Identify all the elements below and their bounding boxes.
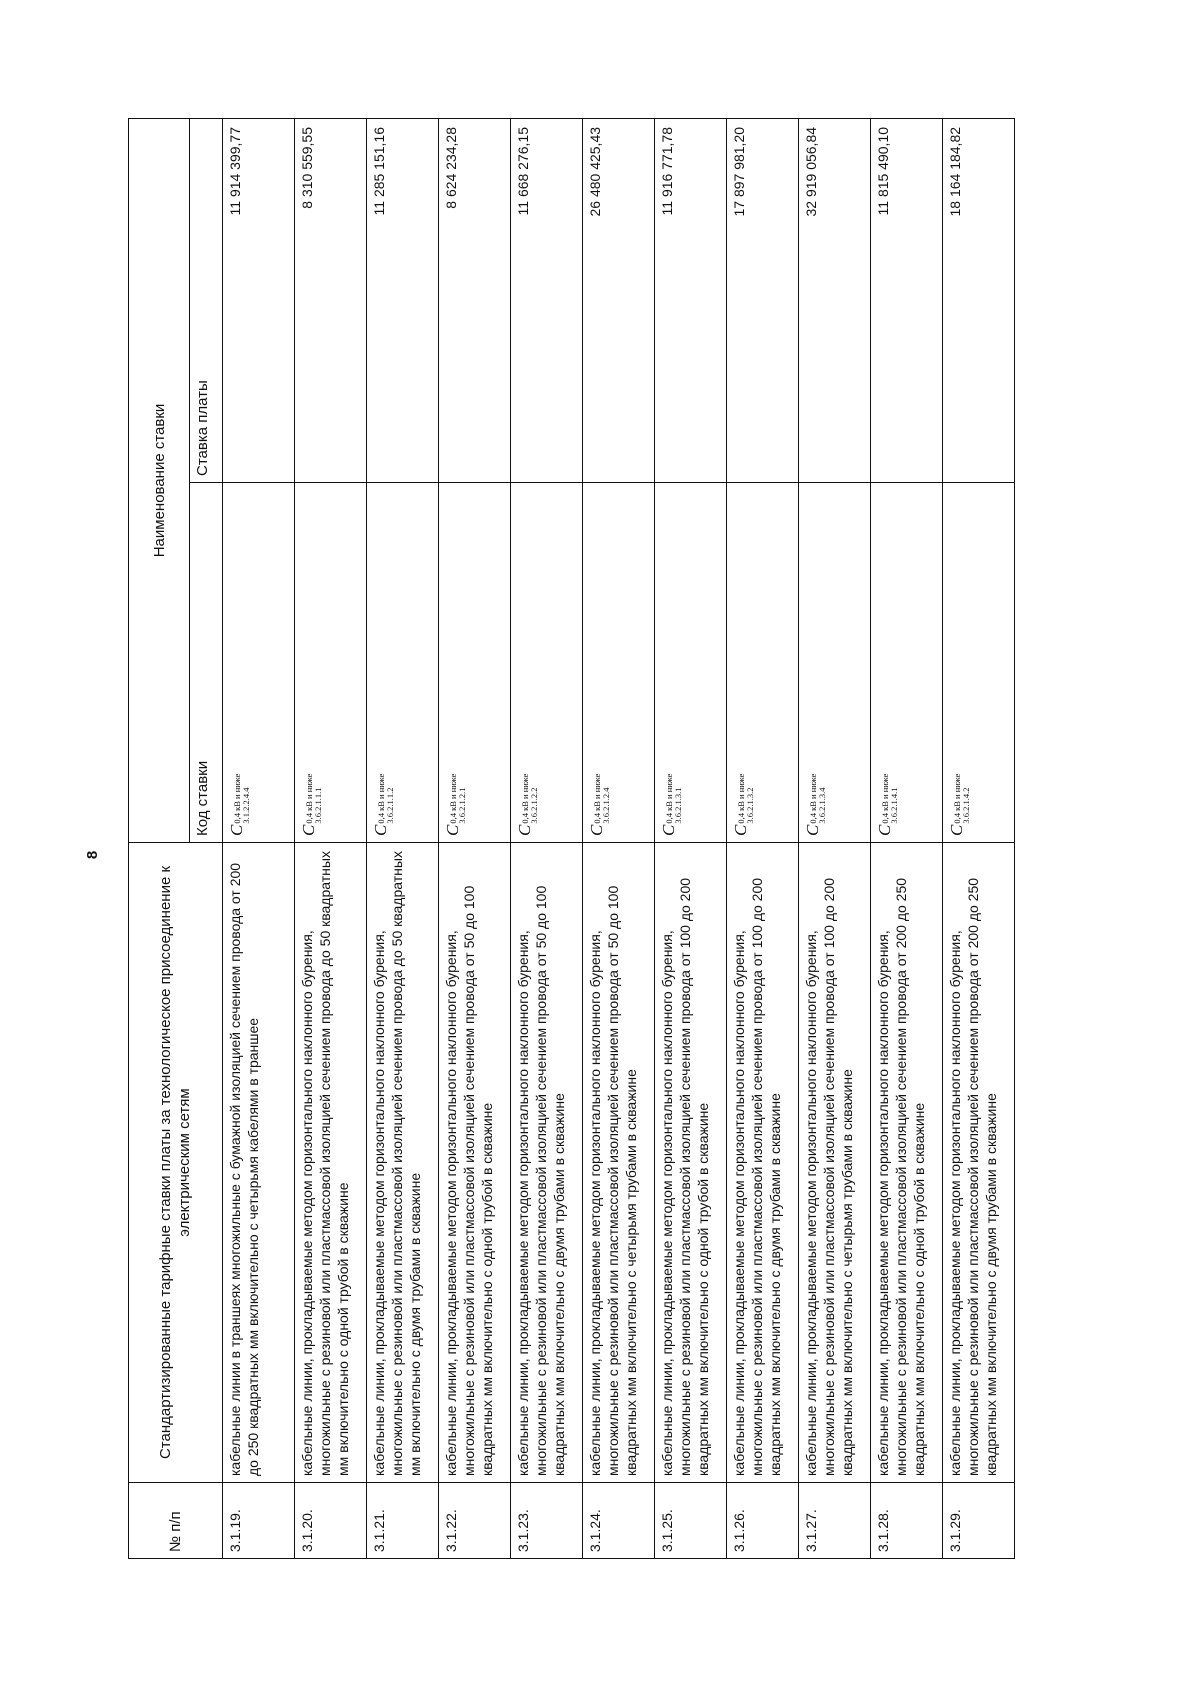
rate-code-subscript: 3.6.2.1.2.2 [528,787,539,824]
row-description: кабельные линии, прокладываемые методом горизонтального наклонного бурения, многожильные с резиновой или пластмассовой изоляцией сечением провода от 50 до 100 квадратных мм включительно с двумя трубами в скважине [511,843,583,1483]
rate-code-superscript: 0,4 кВ и ниже [952,773,962,824]
header-number: № п/п [129,1483,223,1559]
tariff-table [128,118,1015,1559]
row-rate-value: 11 285 151,16 [367,118,439,482]
row-number: 3.1.21. [367,1483,439,1559]
row-rate-value: 18 164 184,82 [943,118,1015,482]
header-description: Стандартизированные тарифные ставки платы за технологическое присоединение к электрическим сетям [129,843,223,1483]
rate-code-superscript: 0,4 кВ и ниже [592,773,602,824]
row-rate-value: 17 897 981,20 [727,118,799,482]
rate-code-formula: C 0,4 кВ и ниже 3.6.2.1.2.1 [443,773,467,836]
rate-code-subscript: 3.6.2.1.3.2 [744,787,755,824]
rate-code-superscript: 0,4 кВ и ниже [736,773,746,824]
row-number: 3.1.23. [511,1483,583,1559]
row-description: кабельные линии, прокладываемые методом горизонтального наклонного бурения, многожильные с резиновой или пластмассовой изоляцией сечением провода от 100 до 200 квадратных мм включительно с одной трубой в скважине [655,843,727,1483]
row-rate-code [799,483,871,843]
table-row [583,118,655,1558]
row-description: кабельные линии, прокладываемые методом горизонтального наклонного бурения, многожильные с резиновой или пластмассовой изоляцией сечением провода от 50 до 100 квадратных мм включительно с одной трубой в скважине [439,843,511,1483]
rate-code-superscript: 0,4 кВ и ниже [880,773,890,824]
rate-code-subscript: 3.6.2.1.1.2 [384,787,395,824]
rate-code-formula: C 0,4 кВ и ниже 3.6.2.1.3.2 [731,773,755,836]
row-number: 3.1.25. [655,1483,727,1559]
table-body [223,118,1015,1558]
rate-code-subscript: 3.1.2.2.4.4 [240,787,251,824]
rate-code-subscript: 3.6.2.1.3.1 [672,787,683,824]
rate-code-formula: C 0,4 кВ и ниже 3.6.2.1.3.4 [803,773,827,836]
row-rate-value: 32 919 056,84 [799,118,871,482]
rate-code-formula: C 0,4 кВ и ниже 3.6.2.1.4.2 [947,773,971,836]
row-rate-code [943,483,1015,843]
rate-code-subscript: 3.6.2.1.1.1 [312,787,323,824]
table-row [439,118,511,1558]
rate-code-superscript: 0,4 кВ и ниже [232,773,242,824]
rate-code-superscript: 0,4 кВ и ниже [664,773,674,824]
rate-code-formula: C 0,4 кВ и ниже 3.6.2.1.4.1 [875,773,899,836]
row-rate-code [511,483,583,843]
row-description: кабельные линии, прокладываемые методом горизонтального наклонного бурения, многожильные с резиновой или пластмассовой изоляцией сечением провода от 50 до 100 квадратных мм включительно с четырьмя трубами в скважине [583,843,655,1483]
row-description: кабельные линии, прокладываемые методом горизонтального наклонного бурения, многожильные с резиновой или пластмассовой изоляцией сечением провода до 50 квадратных мм включительно с двумя трубами в скважине [367,843,439,1483]
rate-code-subscript: 3.6.2.1.3.4 [816,787,827,824]
row-number: 3.1.26. [727,1483,799,1559]
row-rate-code [367,483,439,843]
header-rate-code: Код ставки [190,483,223,843]
row-description: кабельные линии, прокладываемые методом горизонтального наклонного бурения, многожильные с резиновой или пластмассовой изоляцией сечением провода от 200 до 250 квадратных мм включительно с одной трубой в скважине [871,843,943,1483]
rate-code-subscript: 3.6.2.1.4.1 [888,787,899,824]
rate-code-formula: C 0,4 кВ и ниже 3.6.2.1.1.2 [371,773,395,836]
rate-code-superscript: 0,4 кВ и ниже [520,773,530,824]
header-rate-name: Наименование ставки [129,118,190,842]
rate-code-formula: C 0,4 кВ и ниже 3.6.2.1.2.4 [587,773,611,836]
row-rate-value: 11 914 399,77 [223,118,295,482]
row-rate-value: 11 916 771,78 [655,118,727,482]
row-number: 3.1.27. [799,1483,871,1559]
row-number: 3.1.19. [223,1483,295,1559]
row-rate-code [871,483,943,843]
header-rate-value: Ставка платы [190,118,223,482]
rate-code-formula: C 0,4 кВ и ниже 3.6.2.1.3.1 [659,773,683,836]
row-rate-code [727,483,799,843]
rate-code-superscript: 0,4 кВ и ниже [448,773,458,824]
rotated-page-content [128,119,1088,1559]
row-rate-code [655,483,727,843]
table-row [511,118,583,1558]
table-row [367,118,439,1558]
row-rate-code [583,483,655,843]
row-description: кабельные линии в траншеях многожильные с бумажной изоляцией сечением провода от 200 до 250 квадратных мм включительно с четырьмя кабелями в траншее [223,843,295,1483]
rate-code-superscript: 0,4 кВ и ниже [376,773,386,824]
table-row [799,118,871,1558]
row-number: 3.1.22. [439,1483,511,1559]
rate-code-superscript: 0,4 кВ и ниже [304,773,314,824]
page-number: 8 [84,850,101,860]
table-row [223,118,295,1558]
row-rate-code [439,483,511,843]
row-rate-value: 8 310 559,55 [295,118,367,482]
row-description: кабельные линии, прокладываемые методом горизонтального наклонного бурения, многожильные с резиновой или пластмассовой изоляцией сечением провода от 200 до 250 квадратных мм включительно с двумя трубами в скважине [943,843,1015,1483]
row-number: 3.1.24. [583,1483,655,1559]
row-rate-value: 11 815 490,10 [871,118,943,482]
row-number: 3.1.20. [295,1483,367,1559]
row-rate-value: 8 624 234,28 [439,118,511,482]
table-row [655,118,727,1558]
table-header [129,118,223,1558]
rate-code-subscript: 3.6.2.1.2.4 [600,787,611,824]
table-row [295,118,367,1558]
rate-code-subscript: 3.6.2.1.2.1 [456,787,467,824]
row-description: кабельные линии, прокладываемые методом горизонтального наклонного бурения, многожильные с резиновой или пластмассовой изоляцией сечением провода от 100 до 200 квадратных мм включительно с двумя трубами в скважине [727,843,799,1483]
row-description: кабельные линии, прокладываемые методом горизонтального наклонного бурения, многожильные с резиновой или пластмассовой изоляцией сечением провода до 50 квадратных мм включительно с одной трубой в скважине [295,843,367,1483]
row-rate-code [295,483,367,843]
rate-code-formula: C 0,4 кВ и ниже 3.6.2.1.2.2 [515,773,539,836]
row-rate-value: 26 480 425,43 [583,118,655,482]
row-rate-code [223,483,295,843]
rate-code-formula: C 0,4 кВ и ниже 3.1.2.2.4.4 [227,773,251,836]
row-number: 3.1.28. [871,1483,943,1559]
table-row [871,118,943,1558]
row-rate-value: 11 668 276,15 [511,118,583,482]
row-number: 3.1.29. [943,1483,1015,1559]
table-row [943,118,1015,1558]
rate-code-formula: C 0,4 кВ и ниже 3.6.2.1.1.1 [299,773,323,836]
table-row [727,118,799,1558]
rate-code-superscript: 0,4 кВ и ниже [808,773,818,824]
rate-code-subscript: 3.6.2.1.4.2 [960,787,971,824]
row-description: кабельные линии, прокладываемые методом горизонтального наклонного бурения, многожильные с резиновой или пластмассовой изоляцией сечением провода от 100 до 200 квадратных мм включительно с четырьмя трубами в скважине [799,843,871,1483]
